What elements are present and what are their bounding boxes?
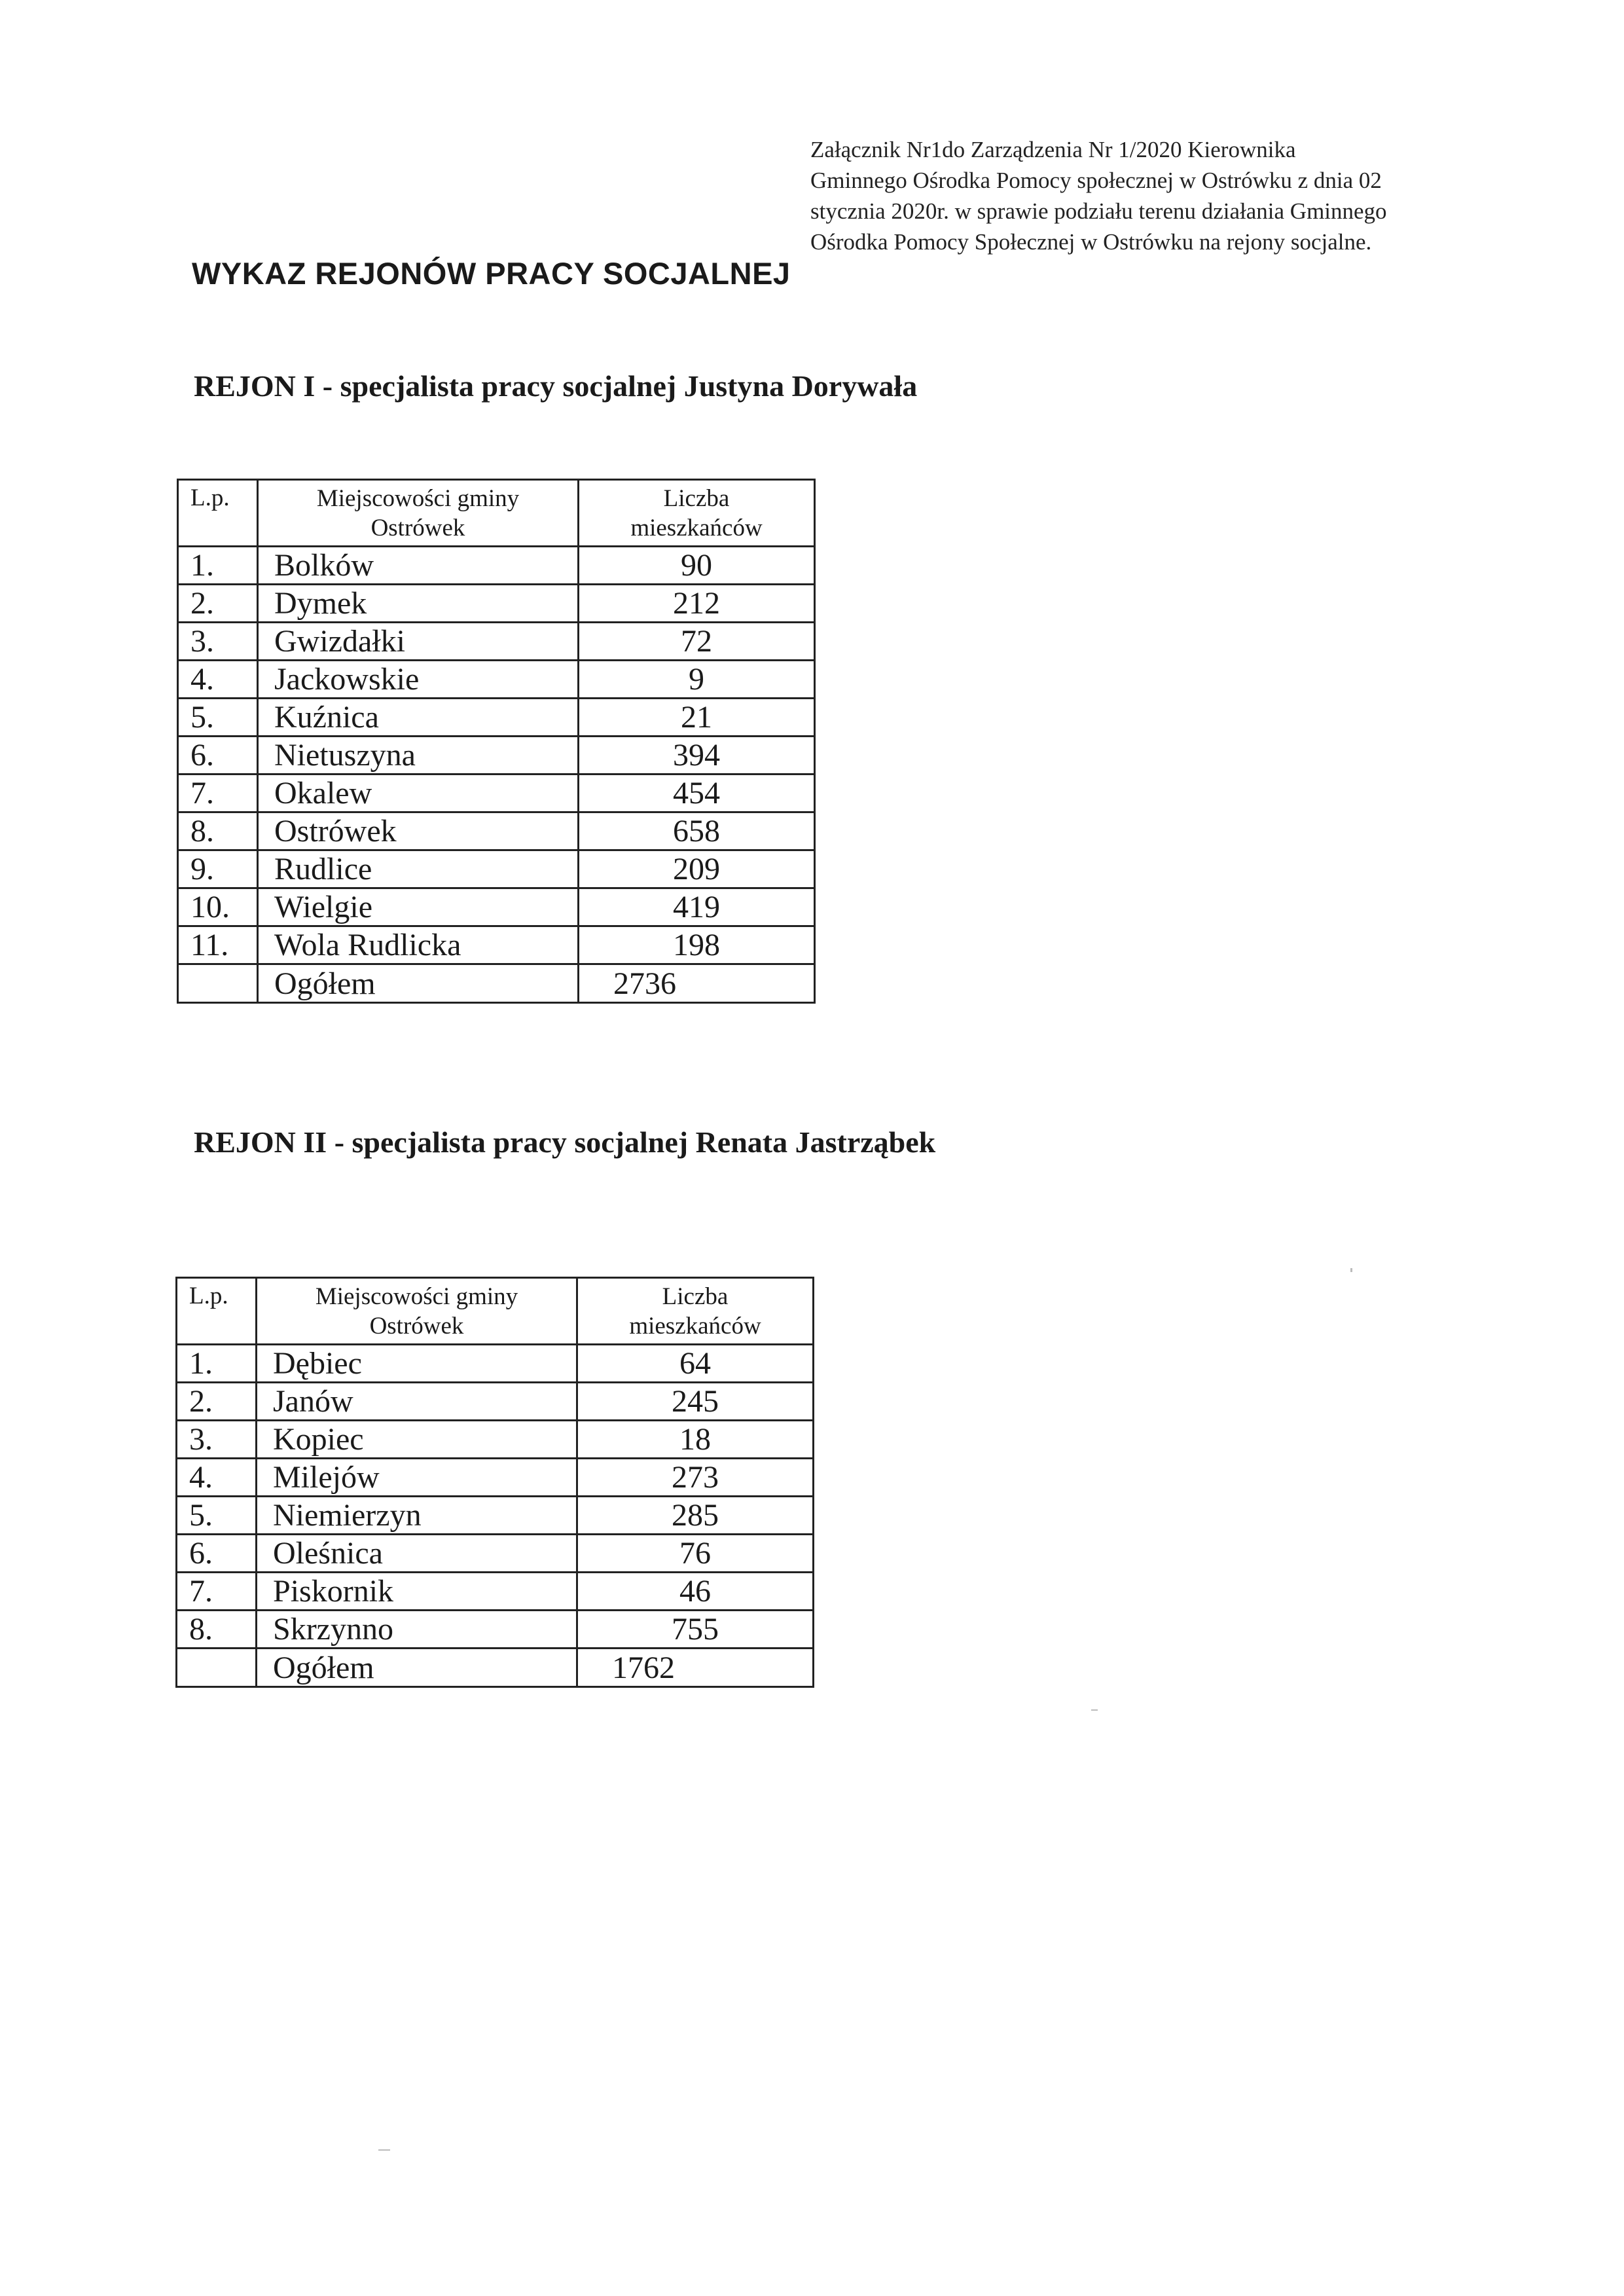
row-number: 4. [177, 1459, 257, 1497]
resident-count: 198 [579, 926, 815, 964]
row-number: 10. [178, 888, 258, 926]
header-count-line1: Liczba [662, 1283, 729, 1310]
region-2-heading: REJON II - specjalista pracy socjalnej Renata Jastrząbek [194, 1125, 936, 1159]
locality-name: Ostrówek [258, 812, 579, 850]
row-number: 3. [178, 623, 258, 661]
resident-count: 454 [579, 774, 815, 812]
annex-line: Gminnego Ośrodka Pomocy społecznej w Ostrówku z dnia 02 [810, 168, 1382, 193]
header-place [258, 480, 579, 547]
locality-name: Milejów [257, 1459, 577, 1497]
row-number: 6. [177, 1535, 257, 1573]
resident-count: 76 [577, 1535, 814, 1573]
header-lp: L.p. [178, 480, 258, 547]
region-1-heading: REJON I - specjalista pracy socjalnej Justyna Dorywała [194, 369, 918, 403]
row-number: 5. [178, 699, 258, 737]
header-place-line2: Ostrówek [370, 514, 465, 541]
locality-name: Dębiec [257, 1345, 577, 1383]
locality-name: Wola Rudlicka [258, 926, 579, 964]
resident-count: 755 [577, 1611, 814, 1649]
resident-count: 21 [579, 699, 815, 737]
table-row [177, 1535, 814, 1573]
total-empty-cell [177, 1649, 257, 1687]
resident-count: 46 [577, 1573, 814, 1611]
resident-count: 72 [579, 623, 815, 661]
table-row [178, 926, 815, 964]
resident-count: 9 [579, 661, 815, 699]
total-value: 2736 [579, 964, 815, 1003]
resident-count: 245 [577, 1383, 814, 1421]
locality-name: Niemierzyn [257, 1497, 577, 1535]
table-row [177, 1573, 814, 1611]
table-row [178, 699, 815, 737]
resident-count: 64 [577, 1345, 814, 1383]
region-1-table-body [178, 480, 815, 1003]
locality-name: Kuźnica [258, 699, 579, 737]
table-row [178, 888, 815, 926]
locality-name: Piskornik [257, 1573, 577, 1611]
total-label: Ogółem [257, 1649, 577, 1687]
table-row [177, 1345, 814, 1383]
header-place [257, 1278, 577, 1345]
table-header-row [178, 480, 815, 547]
scan-speck [1091, 1709, 1098, 1711]
region-1-table [177, 479, 816, 1004]
header-count [577, 1278, 814, 1345]
table-row [178, 850, 815, 888]
resident-count: 90 [579, 547, 815, 585]
total-label: Ogółem [258, 964, 579, 1003]
locality-name: Dymek [258, 585, 579, 623]
resident-count: 285 [577, 1497, 814, 1535]
table-row [178, 812, 815, 850]
locality-name: Okalew [258, 774, 579, 812]
table-header-row [177, 1278, 814, 1345]
row-number: 11. [178, 926, 258, 964]
header-place-line1: Miejscowości gminy [316, 484, 520, 512]
resident-count: 394 [579, 737, 815, 774]
header-count-line2: mieszkańców [630, 514, 763, 541]
total-row [178, 964, 815, 1003]
locality-name: Janów [257, 1383, 577, 1421]
row-number: 2. [178, 585, 258, 623]
resident-count: 419 [579, 888, 815, 926]
header-place-line1: Miejscowości gminy [315, 1283, 518, 1310]
header-place-line2: Ostrówek [369, 1312, 464, 1339]
annex-line: Ośrodka Pomocy Społecznej w Ostrówku na rejony socjalne. [810, 229, 1372, 255]
table-row [177, 1459, 814, 1497]
total-value: 1762 [577, 1649, 814, 1687]
annex-line: stycznia 2020r. w sprawie podziału terenu działania Gminnego [810, 198, 1387, 224]
locality-name: Jackowskie [258, 661, 579, 699]
table-row [177, 1383, 814, 1421]
row-number: 6. [178, 737, 258, 774]
resident-count: 212 [579, 585, 815, 623]
row-number: 8. [177, 1611, 257, 1649]
locality-name: Oleśnica [257, 1535, 577, 1573]
locality-name: Bolków [258, 547, 579, 585]
scan-speck [1350, 1268, 1352, 1272]
locality-name: Rudlice [258, 850, 579, 888]
header-lp: L.p. [177, 1278, 257, 1345]
table-row [177, 1611, 814, 1649]
annex-line: Załącznik Nr1do Zarządzenia Nr 1/2020 Kierownika [810, 137, 1296, 162]
table-row [178, 623, 815, 661]
header-count [579, 480, 815, 547]
row-number: 9. [178, 850, 258, 888]
row-number: 1. [178, 547, 258, 585]
locality-name: Skrzynno [257, 1611, 577, 1649]
resident-count: 209 [579, 850, 815, 888]
resident-count: 273 [577, 1459, 814, 1497]
header-count-line1: Liczba [663, 484, 730, 512]
resident-count: 658 [579, 812, 815, 850]
table-row [178, 585, 815, 623]
document-title: WYKAZ REJONÓW PRACY SOCJALNEJ [192, 256, 791, 291]
region-2-table [175, 1277, 814, 1688]
annex-note [810, 134, 1452, 257]
locality-name: Wielgie [258, 888, 579, 926]
row-number: 8. [178, 812, 258, 850]
region-2-table-body [177, 1278, 814, 1687]
locality-name: Nietuszyna [258, 737, 579, 774]
locality-name: Gwizdałki [258, 623, 579, 661]
table-row [178, 661, 815, 699]
row-number: 7. [177, 1573, 257, 1611]
row-number: 1. [177, 1345, 257, 1383]
table-row [177, 1421, 814, 1459]
row-number: 5. [177, 1497, 257, 1535]
row-number: 7. [178, 774, 258, 812]
table-row [178, 774, 815, 812]
table-row [178, 547, 815, 585]
scan-speck [378, 2149, 390, 2151]
header-count-line2: mieszkańców [629, 1312, 761, 1339]
resident-count: 18 [577, 1421, 814, 1459]
row-number: 2. [177, 1383, 257, 1421]
locality-name: Kopiec [257, 1421, 577, 1459]
table-row [178, 737, 815, 774]
row-number: 3. [177, 1421, 257, 1459]
row-number: 4. [178, 661, 258, 699]
total-empty-cell [178, 964, 258, 1003]
total-row [177, 1649, 814, 1687]
table-row [177, 1497, 814, 1535]
